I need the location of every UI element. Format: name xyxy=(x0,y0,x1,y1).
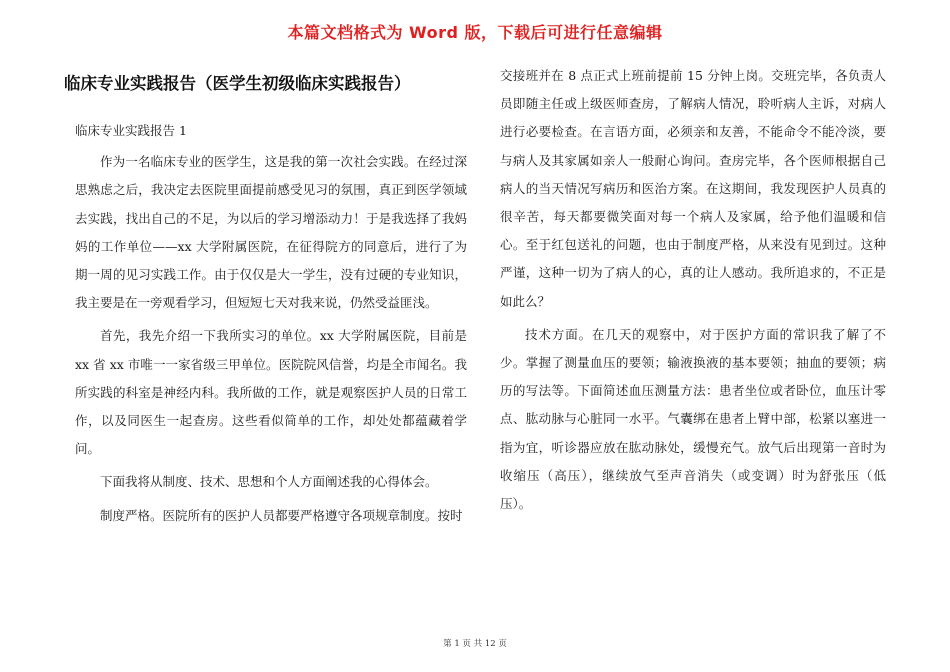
paragraph: 下面我将从制度、技术、思想和个人方面阐述我的心得体会。 xyxy=(100,474,438,490)
download-banner: 本篇文档格式为 Word 版，下载后可进行任意编辑 xyxy=(287,23,663,42)
page-footer: 第 1 页 共 12 页 xyxy=(443,639,507,649)
document-title: 临床专业实践报告（医学生初级临床实践报告） xyxy=(64,74,411,93)
section-subheading: 临床专业实践报告 1 xyxy=(75,123,187,138)
left-column xyxy=(75,117,467,530)
right-column xyxy=(500,62,886,518)
paragraph: 技术方面。在几天的观察中，对于医护方面的常识我了解了不少。掌握了测量血压的要领；输液换液的基本要领；抽血的要领；病历的写法等。下面简述血压测量方法：患者坐位或者卧位，血压计零点、肱动脉与心脏同一水平。气囊绑在患者上臂中部，松紧以塞进一指为宜，听诊器应放在肱动脉处，缓慢充气。放气后出现第一音时为收缩压（高压），继续放气至声音消失（或变调）时为舒张压（低压）。 xyxy=(500,326,886,512)
paragraph: 作为一名临床专业的医学生，这是我的第一次社会实践。在经过深思熟虑之后，我决定去医院里面提前感受见习的氛围，真正到医学领域去实践，找出自己的不足，为以后的学习增添动力！于是我选择了我妈妈的工作单位——xx 大学附属医院，在征得院方的同意后，进行了为期一周的见习实践工作。由于仅仅是大一学生，没有过硬的专业知识，我主要是在一旁观看学习，但短短七天对我来说，仍然受益匪浅。 xyxy=(75,154,467,311)
paragraph: 制度严格。医院所有的医护人员都要严格遵守各项规章制度。按时 xyxy=(100,507,463,523)
paragraph: 交接班并在 8 点正式上班前提前 15 分钟上岗。交班完毕，各负责人员即随主任或上级医师查房，了解病人情况，聆听病人主诉，对病人进行必要检查。在言语方面，必须亲和友善，不能命令不能冷淡，要与病人及其家属如亲人一般耐心询问。查房完毕，各个医师根据自己病人的当天情况写病历和医治方案。在这期间，我发现医护人员真的很辛苦，每天都要微笑面对每一个病人及家属，给予他们温暖和信心。至于红包送礼的问题，也由于制度严格，从来没有见到过。这种严谨，这种一切为了病人的心，真的让人感动。我所追求的，不正是如此么？ xyxy=(500,68,886,309)
paragraph: 首先，我先介绍一下我所实习的单位。xx 大学附属医院，目前是 xx 省 xx 市唯一一家省级三甲单位。医院院风信誉，均是全市闻名。我所实践的科室是神经内科。我所做的工作，就是观察医护人员的日常工作，以及同医生一起查房。这些看似简单的工作，却处处都蕴藏着学问。 xyxy=(75,328,467,457)
